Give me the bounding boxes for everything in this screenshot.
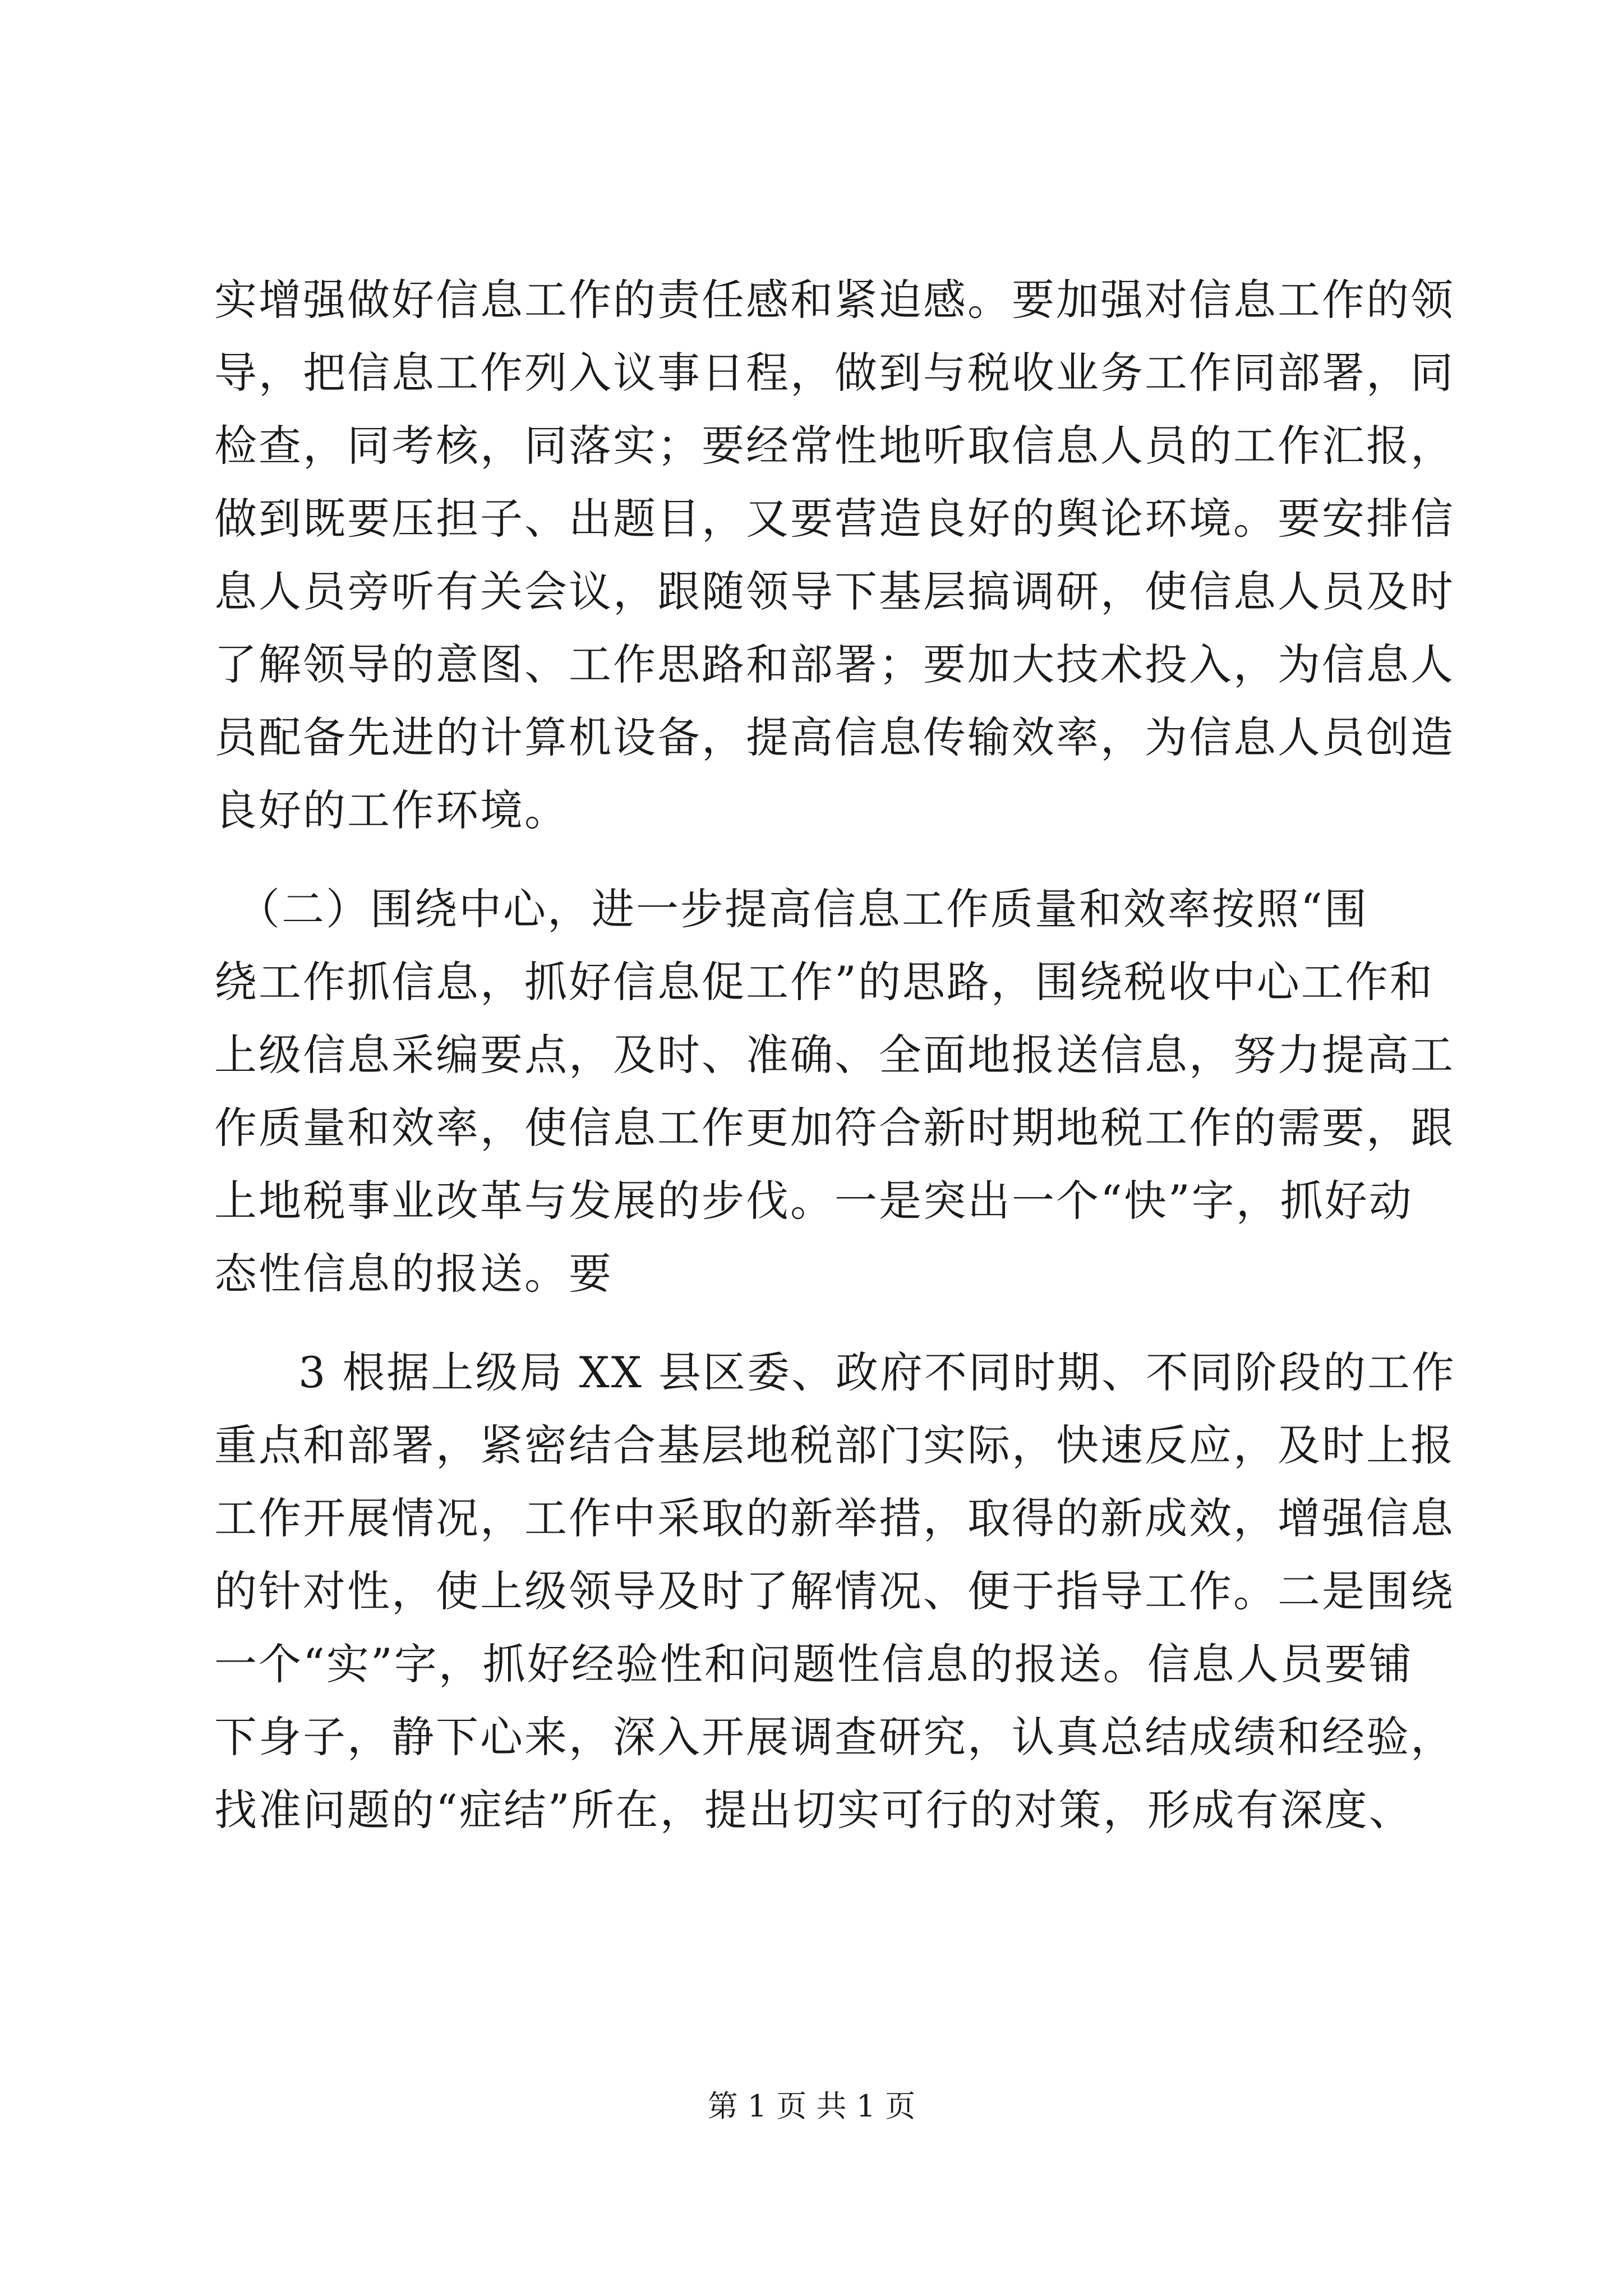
text-line: 重点和部署，紧密结合基层地税部门实际，快速反应，及时上报 <box>214 1420 1455 1470</box>
text-line: 了解领导的意图、工作思路和部署；要加大技术投入，为信息人 <box>214 639 1455 689</box>
text-line: 良好的工作环境。 <box>214 785 569 835</box>
text-line: 检查，同考核，同落实；要经常性地听取信息人员的工作汇报， <box>214 421 1455 471</box>
text-line: （二）围绕中心，进一步提高信息工作质量和效率按照“围 <box>214 884 1368 934</box>
text-line: 3 根据上级局 XX 县区委、政府不同时期、不同阶段的工作 <box>298 1347 1456 1397</box>
text-line: 一个“实”字，抓好经验性和问题性信息的报送。信息人员要铺 <box>214 1639 1413 1689</box>
text-line: 做到既要压担子、出题目，又要营造良好的舆论环境。要安排信 <box>214 494 1455 544</box>
text-line: 实增强做好信息工作的责任感和紧迫感。要加强对信息工作的领 <box>214 275 1455 325</box>
text-line: 找准问题的“症结”所在，提出切实可行的对策，形成有深度、 <box>214 1785 1413 1835</box>
paragraph-spacing <box>214 847 1426 873</box>
text-line: 作质量和效率，使信息工作更加符合新时期地税工作的需要，跟 <box>214 1103 1455 1153</box>
text-line: 上地税事业改革与发展的步伐。一是突出一个“快”字，抓好动 <box>214 1176 1413 1226</box>
text-line: 的针对性，使上级领导及时了解情况、便于指导工作。二是围绕 <box>214 1566 1455 1616</box>
body-text <box>214 264 1456 1847</box>
paragraph-2 <box>214 873 1455 1310</box>
paragraph-spacing <box>214 1310 1426 1336</box>
text-line: 态性信息的报送。要 <box>214 1249 613 1299</box>
text-line: 绕工作抓信息，抓好信息促工作”的思路，围绕税收中心工作和 <box>214 957 1434 1007</box>
text-line: 上级信息采编要点，及时、准确、全面地报送信息，努力提高工 <box>214 1030 1455 1080</box>
paragraph-3 <box>214 1336 1456 1847</box>
text-line: 工作开展情况，工作中采取的新举措，取得的新成效，增强信息 <box>214 1493 1455 1543</box>
text-line: 息人员旁听有关会议，跟随领导下基层搞调研，使信息人员及时 <box>214 567 1455 616</box>
page-number-footer: 第 1 页 共 1 页 <box>707 2088 916 2124</box>
text-line: 下身子，静下心来，深入开展调查研究，认真总结成绩和经验， <box>214 1712 1455 1762</box>
text-line: 员配备先进的计算机设备，提高信息传输效率，为信息人员创造 <box>214 712 1455 762</box>
paragraph-1 <box>214 264 1455 847</box>
text-line: 导，把信息工作列入议事日程，做到与税收业务工作同部署，同 <box>214 348 1455 398</box>
